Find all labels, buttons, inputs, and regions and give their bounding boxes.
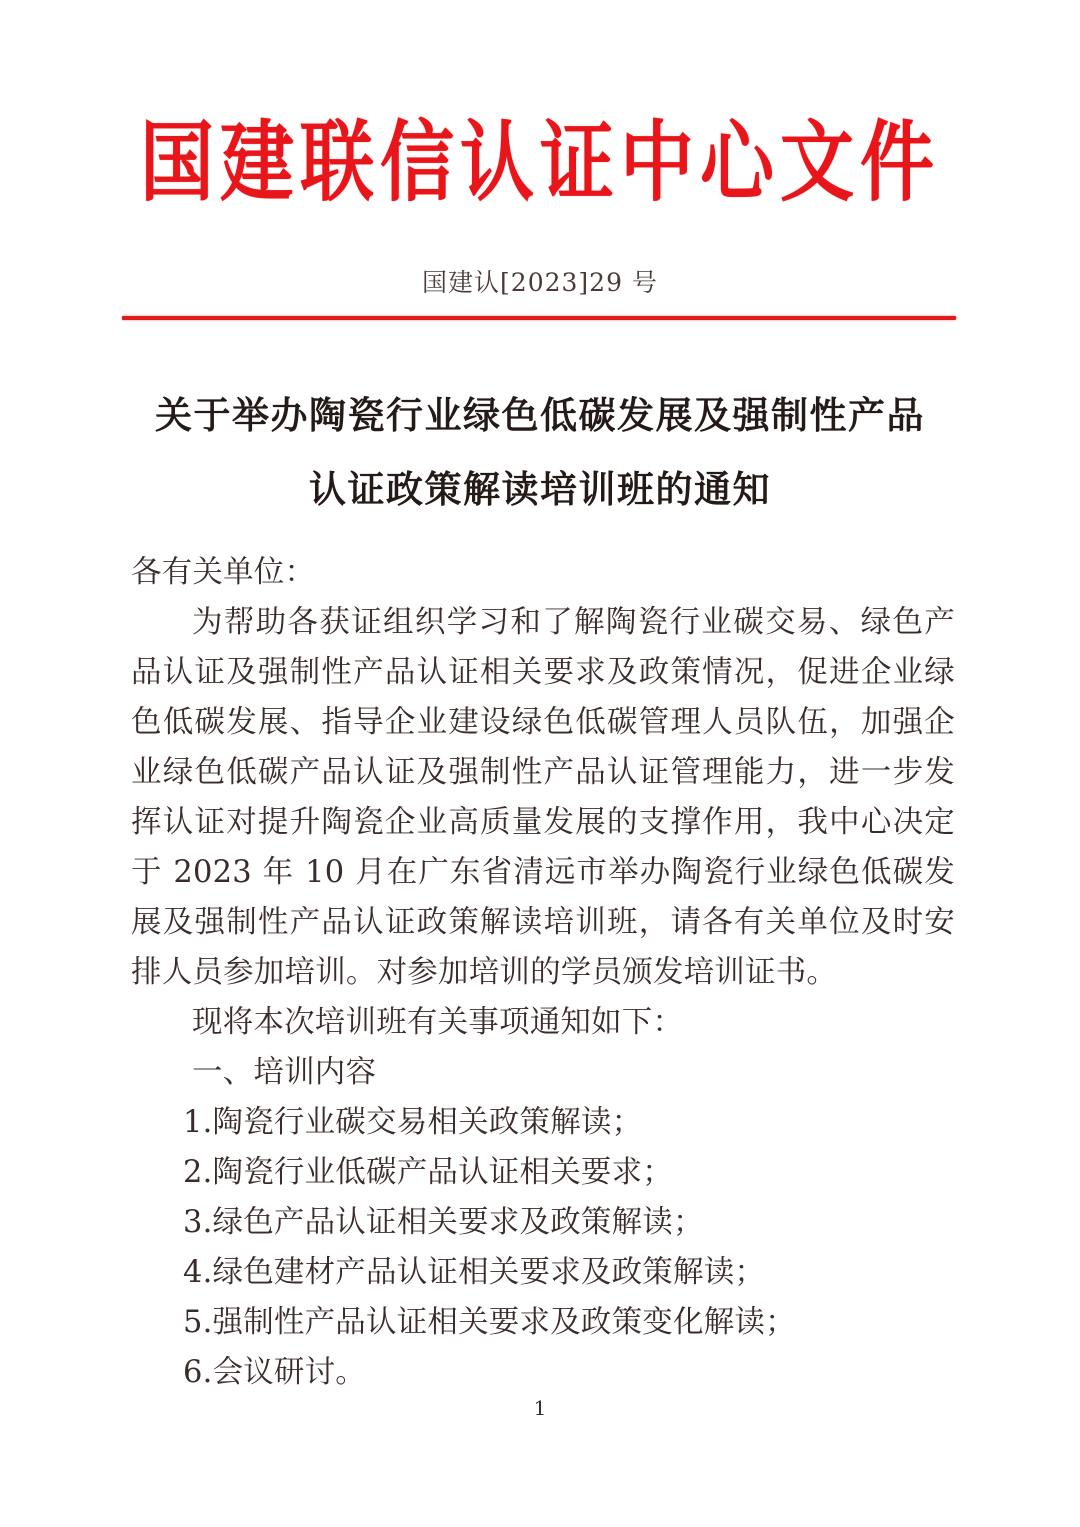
masthead-title: 国建联信认证中心文件: [140, 112, 940, 214]
training-content-list: [131, 1098, 955, 1398]
page-title-line-1: 关于举办陶瓷行业绿色低碳发展及强制性产品: [155, 393, 925, 437]
body-paragraph-1: 为帮助各获证组织学习和了解陶瓷行业碳交易、绿色产品认证及强制性产品认证相关要求及政策情况，促进企业绿色低碳发展、指导企业建设绿色低碳管理人员队伍，加强企业绿色低碳产品认证及强制性产品认证管理能力，进一步发挥认证对提升陶瓷企业高质量发展的支撑作用，我中心决定于 2023 年 10 月在广东省清远市举办陶瓷行业绿色低碳发展及强制性产品认证政策解读培训班，请各有关单位及时安排人员参加培训。对参加培训的学员颁发培训证书。: [131, 605, 955, 990]
salutation: 各有关单位：: [131, 555, 316, 590]
list-item: 3.绿色产品认证相关要求及政策解读；: [183, 1205, 704, 1240]
page-title: [130, 378, 950, 526]
list-item: 4.绿色建材产品认证相关要求及政策解读；: [183, 1255, 766, 1290]
page-number: 1: [533, 1396, 547, 1420]
body-paragraph-2: 现将本次培训班有关事项通知如下：: [192, 1005, 684, 1040]
list-item: 5.强制性产品认证相关要求及政策变化解读；: [183, 1305, 796, 1340]
list-item: 1.陶瓷行业碳交易相关政策解读；: [183, 1105, 643, 1140]
red-divider-rule: [122, 316, 956, 320]
page-title-line-2: 认证政策解读培训班的通知: [309, 467, 771, 511]
masthead: [0, 112, 1080, 214]
list-item: 6.会议研讨。: [183, 1355, 366, 1390]
document-body: [131, 548, 955, 1398]
section-heading-training-content: 一、培训内容: [192, 1055, 377, 1090]
list-item: 2.陶瓷行业低碳产品认证相关要求；: [183, 1155, 673, 1190]
document-number: 国建认[2023]29 号: [422, 268, 658, 297]
